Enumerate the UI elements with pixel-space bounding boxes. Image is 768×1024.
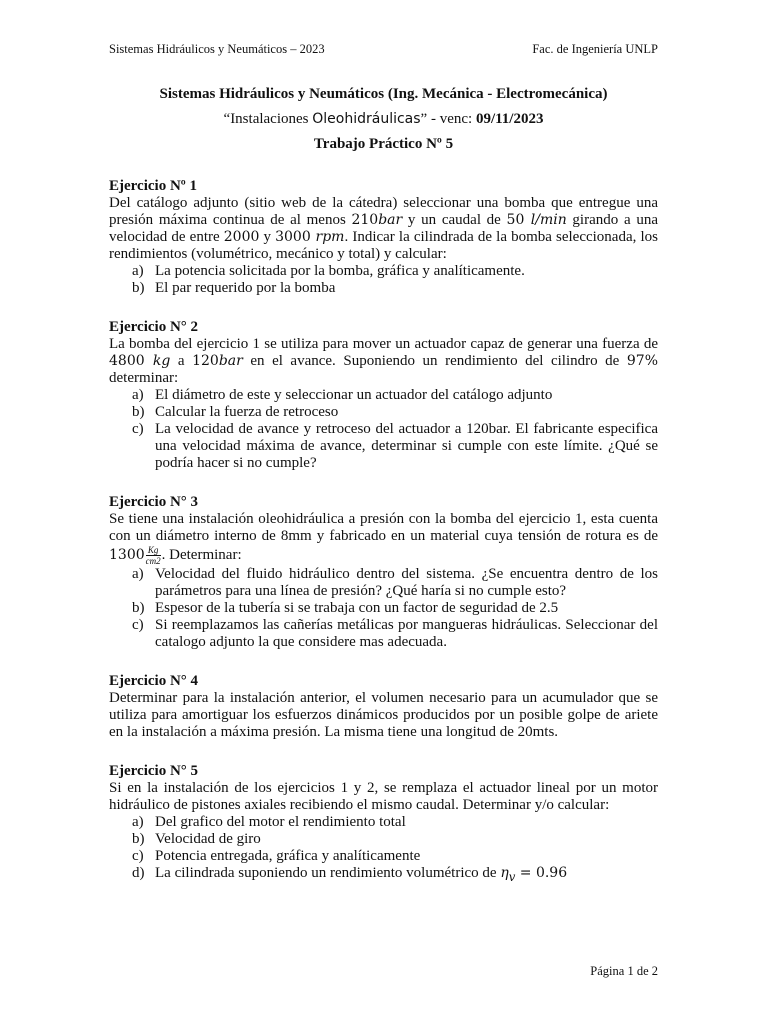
exercise-items bbox=[109, 263, 658, 297]
item-label: c) bbox=[132, 421, 144, 437]
exercise-text: Determinar para la instalación anterior, el volumen necesario para un acumulador que se utiliza para amortiguar los esfuerzos dinámicos producidos por un posible golpe de ariete en la instalación a máxima presión. La misma tiene una longitud de 20mts. bbox=[109, 690, 658, 740]
text-span: en el avance. Suponiendo un rendimiento del cilindro de bbox=[242, 353, 627, 369]
item-label: a) bbox=[132, 263, 144, 279]
exercise-3 bbox=[109, 494, 658, 651]
list-item bbox=[109, 404, 658, 421]
math-speed-min: 2000 bbox=[223, 229, 260, 245]
subtitle-open-quote: “Instalaciones bbox=[223, 111, 313, 127]
exercise-text bbox=[109, 336, 658, 387]
list-item bbox=[109, 280, 658, 297]
math-unit: bar bbox=[378, 212, 403, 228]
assignment-title: Trabajo Práctico Nº 5 bbox=[313, 136, 454, 152]
item-label: a) bbox=[132, 814, 144, 830]
item-label: b) bbox=[132, 404, 145, 420]
text-span: y un caudal de bbox=[402, 212, 507, 228]
list-item bbox=[109, 814, 658, 831]
eta-symbol: η bbox=[500, 865, 509, 881]
list-item bbox=[109, 566, 658, 600]
header-course: Sistemas Hidráulicos y Neumáticos – 2023 bbox=[109, 42, 325, 56]
subtitle-topic: Oleohidráulicas bbox=[312, 111, 421, 127]
math-speed-max bbox=[275, 229, 344, 245]
exercise-text bbox=[109, 195, 658, 263]
subtitle-close-quote: ” - venc: bbox=[420, 111, 476, 127]
exercise-title: Ejercicio N° 3 bbox=[109, 494, 199, 510]
fraction-denominator: cm2 bbox=[145, 556, 161, 566]
item-label: a) bbox=[132, 387, 144, 403]
list-item bbox=[109, 848, 658, 865]
math-unit: l/min bbox=[530, 212, 567, 228]
exercise-items bbox=[109, 566, 658, 651]
text-span: . Determinar: bbox=[161, 546, 242, 563]
item-text: El par requerido por la bomba bbox=[155, 280, 336, 296]
document-subtitle bbox=[109, 111, 658, 128]
item-label: b) bbox=[132, 831, 145, 847]
due-date: 09/11/2023 bbox=[475, 111, 544, 127]
exercise-title: Ejercicio N° 2 bbox=[109, 319, 199, 335]
math-pressure bbox=[192, 353, 243, 369]
exercise-text bbox=[109, 511, 658, 566]
math-unit: bar bbox=[218, 353, 243, 369]
document-title: Sistemas Hidráulicos y Neumáticos (Ing. Mecánica - Electromecánica) bbox=[159, 86, 608, 102]
item-label: c) bbox=[132, 617, 144, 633]
list-item bbox=[109, 865, 658, 886]
exercise-items bbox=[109, 387, 658, 472]
text-span: . Indicar la cilindrada de la bomba seleccionada, los rendimientos (volumétrico, mecánico y total) y calcular: bbox=[109, 229, 658, 262]
math-force bbox=[109, 353, 170, 369]
header-faculty: Fac. de Ingeniería UNLP bbox=[532, 42, 658, 56]
item-label: c) bbox=[132, 848, 144, 864]
document-body bbox=[109, 86, 658, 886]
math-pressure bbox=[351, 212, 402, 228]
exercise-4 bbox=[109, 673, 658, 741]
item-text: Velocidad de giro bbox=[155, 831, 261, 847]
item-label: a) bbox=[132, 566, 144, 582]
text-span: Del catálogo adjunto (sitio web de la cátedra) seleccionar una bomba que entregue una presión máxima continua de al menos bbox=[109, 195, 658, 228]
eta-value: = 0.96 bbox=[515, 865, 568, 881]
list-item bbox=[109, 421, 658, 472]
math-value: 50 bbox=[506, 212, 531, 228]
list-item bbox=[109, 617, 658, 651]
exercise-1 bbox=[109, 178, 658, 297]
page-number: Página 1 de 2 bbox=[590, 964, 658, 978]
list-item bbox=[109, 263, 658, 280]
math-unit: rpm bbox=[315, 229, 345, 245]
exercise-title: Ejercicio Nº 1 bbox=[109, 178, 197, 194]
item-label: b) bbox=[132, 600, 145, 616]
exercise-items bbox=[109, 814, 658, 886]
list-item bbox=[109, 831, 658, 848]
item-text: Del grafico del motor el rendimiento total bbox=[155, 814, 406, 830]
math-eta bbox=[500, 865, 568, 884]
item-text: Calcular la fuerza de retroceso bbox=[155, 404, 339, 420]
item-text: Velocidad del fluido hidráulico dentro del sistema. ¿Se encuentra dentro de los parámetros para una línea de presión? ¿Qué haría si no cumple esto? bbox=[155, 566, 658, 599]
math-fraction bbox=[146, 545, 161, 566]
text-span: determinar: bbox=[109, 370, 179, 386]
item-text: La velocidad de avance y retroceso del actuador a 120bar. El fabricante especifica una velocidad máxima de avance, determinar si cumple con este límite. ¿Qué se podría hacer si no cumple? bbox=[155, 421, 658, 471]
math-efficiency: 97% bbox=[626, 353, 658, 369]
exercise-5 bbox=[109, 763, 658, 886]
math-value: 1300 bbox=[109, 546, 145, 563]
eta-subscript: v bbox=[508, 869, 516, 884]
item-text: Si reemplazamos las cañerías metálicas por mangueras hidráulicas. Seleccionar del catalogo adjunto la que considere mas adecuada. bbox=[155, 617, 658, 650]
item-text: Espesor de la tubería si se trabaja con un factor de seguridad de 2.5 bbox=[155, 600, 559, 616]
item-label: d) bbox=[132, 865, 145, 881]
text-span: Se tiene una instalación oleohidráulica a presión con la bomba del ejercicio 1, esta cuenta con un diámetro interno de 8mm y fabricado en un material cuya tensión de rotura es de bbox=[109, 511, 658, 544]
item-label: b) bbox=[132, 280, 145, 296]
item-text: La potencia solicitada por la bomba, gráfica y analíticamente. bbox=[155, 263, 525, 279]
item-text: La cilindrada suponiendo un rendimiento volumétrico de bbox=[155, 865, 501, 881]
list-item bbox=[109, 387, 658, 404]
item-text: El diámetro de este y seleccionar un actuador del catálogo adjunto bbox=[155, 387, 553, 403]
exercise-title: Ejercicio N° 5 bbox=[109, 763, 199, 779]
math-value: 3000 bbox=[275, 229, 316, 245]
exercise-text: Si en la instalación de los ejercicios 1 y 2, se remplaza el actuador lineal por un motor hidráulico de pistones axiales recibiendo el mismo caudal. Determinar y/o calcular: bbox=[109, 780, 658, 813]
math-unit: kg bbox=[152, 353, 171, 369]
text-span: a bbox=[170, 353, 193, 369]
text-span: girando a una velocidad de entre bbox=[109, 212, 658, 245]
math-flow bbox=[507, 212, 567, 228]
math-value: 210 bbox=[351, 212, 379, 228]
text-span: La bomba del ejercicio 1 se utiliza para mover un actuador capaz de generar una fuerza de bbox=[109, 336, 658, 352]
exercise-2 bbox=[109, 319, 658, 472]
list-item bbox=[109, 600, 658, 617]
item-text: Potencia entregada, gráfica y analíticamente bbox=[155, 848, 421, 864]
fraction-numerator: Kg bbox=[146, 545, 161, 556]
math-value: 120 bbox=[192, 353, 219, 369]
text-span: y bbox=[259, 229, 276, 245]
exercise-title: Ejercicio N° 4 bbox=[109, 673, 199, 689]
math-value: 4800 bbox=[109, 353, 153, 369]
